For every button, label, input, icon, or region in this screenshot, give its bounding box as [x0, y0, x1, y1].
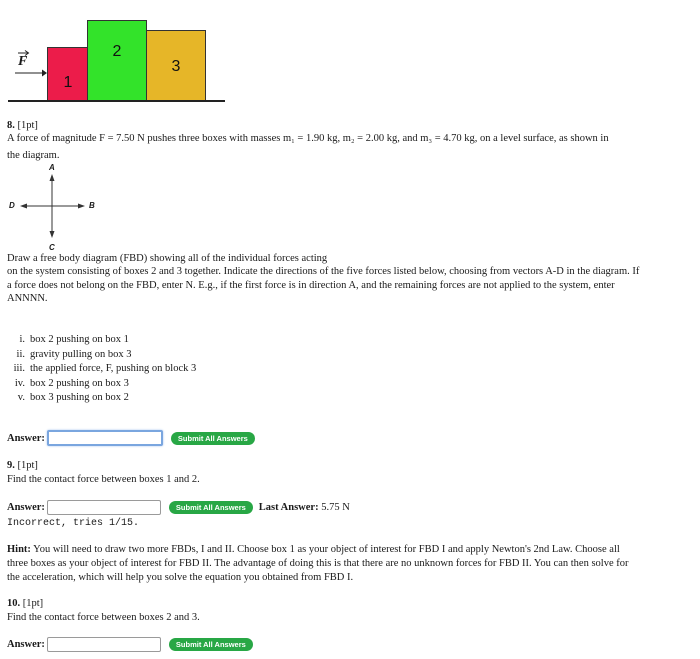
submit-all-answers-button[interactable]: Submit All Answers	[169, 501, 253, 514]
q8-line2: the diagram.	[7, 150, 60, 161]
q8-paragraph-4: ANNNN.	[7, 293, 48, 304]
box-2: 2	[87, 20, 147, 101]
q9-status: Incorrect, tries 1/15.	[7, 518, 140, 529]
answer-label: Answer:	[7, 502, 45, 513]
q10-number: 10.	[7, 598, 21, 609]
axes-cross	[20, 172, 86, 240]
list-item: i. box 2 pushing on box 1	[19, 334, 129, 345]
q8-paragraph-1: Draw a free body diagram (FBD) showing all of the individual forces acting	[7, 253, 328, 264]
q8-answer-row	[7, 430, 255, 446]
q9-answer-row	[7, 500, 350, 515]
axis-label-a: A	[49, 163, 55, 172]
force-vector-label: F	[18, 54, 27, 70]
force-list	[4, 333, 196, 406]
q9-number: 9.	[7, 460, 15, 471]
q8-line1: A force of magnitude F = 7.50 N pushes three boxes with masses m₁ = 1.90 kg, m₂ = 2.00 kg, and m₃ = 4.70 kg, on a level surface, as shown in	[7, 133, 609, 144]
q9-points: [1pt]	[17, 460, 38, 471]
box-3: 3	[146, 30, 206, 101]
submit-all-answers-button[interactable]: Submit All Answers	[169, 638, 253, 651]
q9-hint-line2: three boxes as your object of interest for FBD II. The advantage of doing this is that there are no unknown forces for FBD II. You can then solve for	[7, 558, 629, 569]
box-1: 1	[47, 47, 89, 101]
submit-all-answers-button[interactable]: Submit All Answers	[171, 432, 255, 445]
q8-answer-input[interactable]	[47, 430, 163, 446]
list-item: ii. gravity pulling on box 3	[16, 348, 132, 360]
q8-paragraph-2: on the system consisting of boxes 2 and 3 together. Indicate the directions of the five forces listed below, choosing from vectors A-D in the diagram. If	[7, 266, 640, 277]
ground-line	[8, 100, 225, 102]
list-item: iii. the applied force, F, pushing on block 3	[13, 363, 197, 374]
hint-label: Hint:	[7, 544, 31, 555]
q10-header	[7, 597, 43, 611]
list-item: v. box 3 pushing on box 2	[17, 392, 129, 403]
vector-arrow-icon	[18, 50, 30, 56]
answer-label: Answer:	[7, 432, 45, 444]
axis-label-d: D	[9, 201, 15, 210]
q9-text: Find the contact force between boxes 1 and 2.	[7, 474, 200, 485]
list-item: iv. box 2 pushing on box 3	[14, 377, 129, 389]
answer-label: Answer:	[7, 639, 45, 650]
last-answer: Last Answer: 5.75 N	[258, 502, 350, 513]
q10-answer-input[interactable]	[47, 637, 161, 652]
q9-header	[7, 459, 38, 473]
q9-hint-line1: Hint: You will need to draw two more FBDs, I and II. Choose box 1 as your object of interest for FBD I and apply Newton's 2nd Law. Choose all	[7, 544, 620, 555]
axis-label-c: C	[49, 243, 55, 252]
push-arrow	[14, 69, 48, 77]
q8-number: 8.	[7, 120, 15, 131]
q10-text: Find the contact force between boxes 2 and 3.	[7, 612, 200, 623]
q10-answer-row	[7, 637, 253, 652]
q10-points: [1pt]	[22, 598, 44, 609]
q8-points: [1pt]	[17, 120, 38, 131]
q9-hint-line3: the acceleration, which will help you solve the equation you obtained from FBD I.	[7, 572, 354, 583]
q8-paragraph-3: a force does not belong on the FBD, enter N. E.g., if the first force is in direction A, and the remaining forces are not applied to the system, enter	[7, 280, 615, 291]
axis-label-b: B	[89, 201, 95, 210]
q8-header	[7, 119, 38, 133]
q9-answer-input[interactable]	[47, 500, 161, 515]
